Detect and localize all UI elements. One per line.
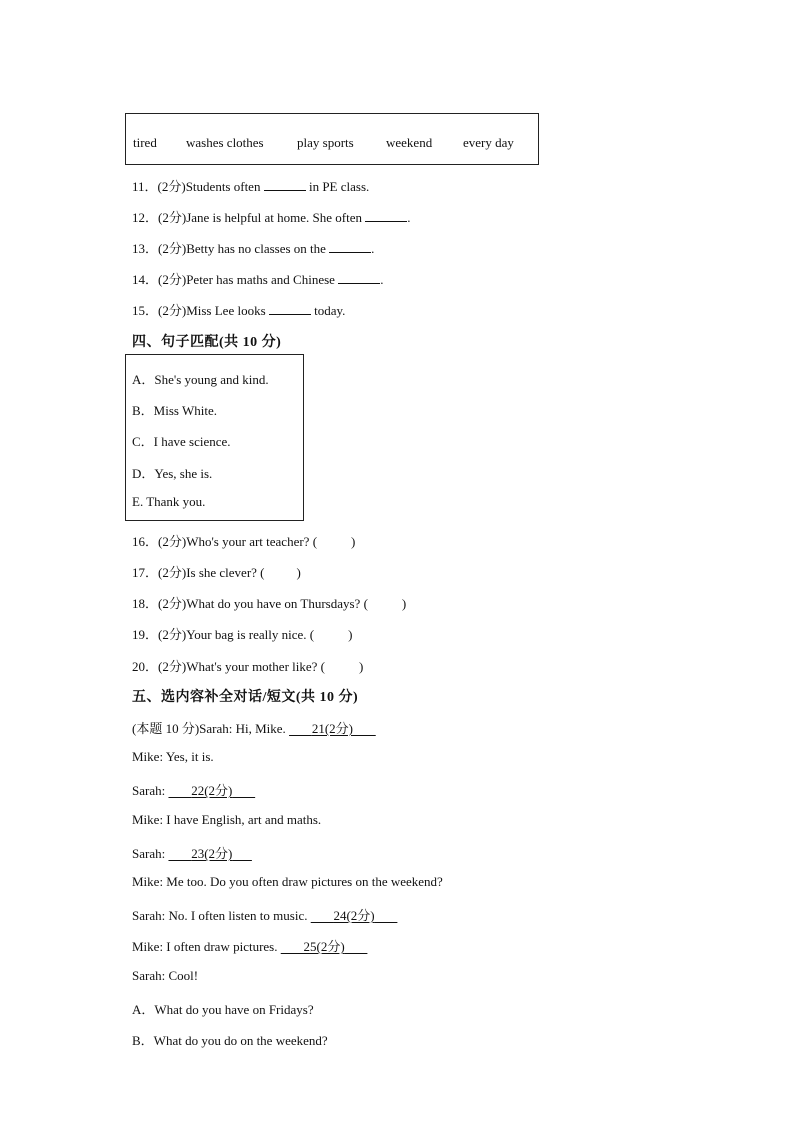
dialogue-line: Mike: Yes, it is. <box>132 749 214 764</box>
answer-blank[interactable] <box>269 302 311 315</box>
match-options-box <box>125 354 304 521</box>
word-bank-box <box>125 113 539 165</box>
answer-blank[interactable] <box>264 178 306 191</box>
dialogue-option: B．What do you do on the weekend? <box>132 1033 328 1048</box>
question-13: 13．(2分)Betty has no classes on the . <box>132 241 375 256</box>
word-bank-item: play sports <box>297 135 354 150</box>
answer-blank[interactable] <box>365 209 407 222</box>
answer-blank[interactable] <box>338 271 380 284</box>
word-bank-item: washes clothes <box>186 135 264 150</box>
dialogue-blank-23[interactable]: 23(2分) <box>191 846 233 861</box>
dialogue-line: Sarah: Cool! <box>132 968 199 983</box>
match-option: E. Thank you. <box>132 494 206 509</box>
question-11: 11．(2分)Students often in PE class. <box>132 179 370 194</box>
dialogue-blank-25[interactable]: 25(2分) <box>303 939 345 954</box>
dialogue-blank-22[interactable]: 22(2分) <box>191 783 233 798</box>
dialogue-line: Sarah: No. I often listen to music. 24(2分) <box>132 905 397 924</box>
match-option: B．Miss White. <box>132 403 217 418</box>
answer-blank[interactable] <box>329 240 371 253</box>
dialogue-line: Mike: Me too. Do you often draw pictures on the weekend? <box>132 874 443 889</box>
dialogue-line: Mike: I often draw pictures. 25(2分) <box>132 936 367 955</box>
match-option: C．I have science. <box>132 434 231 449</box>
dialogue-option: A．What do you have on Fridays? <box>132 1002 314 1017</box>
section-5-title: 五、选内容补全对话/短文(共 10 分) <box>132 690 359 705</box>
word-bank-item: tired <box>133 135 157 150</box>
dialogue-line: Mike: I have English, art and maths. <box>132 812 322 827</box>
question-15: 15．(2分)Miss Lee looks today. <box>132 303 346 318</box>
question-12: 12．(2分)Jane is helpful at home. She often . <box>132 210 411 225</box>
dialogue-blank-24[interactable]: 24(2分) <box>333 908 375 923</box>
word-bank-item: every day <box>463 135 514 150</box>
word-bank-item: weekend <box>386 135 433 150</box>
dialogue-line: (本题 10 分)Sarah: Hi, Mike. 21(2分) <box>132 718 376 737</box>
question-16: 16．(2分)Who's your art teacher? ( ) <box>132 534 356 549</box>
match-option: A．She's young and kind. <box>132 372 269 387</box>
section-4-title: 四、句子匹配(共 10 分) <box>132 335 282 350</box>
question-17: 17．(2分)Is she clever? ( ) <box>132 565 301 580</box>
match-option: D．Yes, she is. <box>132 466 213 481</box>
dialogue-line: Sarah: 23(2分) <box>132 843 252 862</box>
dialogue-blank-21[interactable]: 21(2分) <box>311 721 353 736</box>
dialogue-line: Sarah: 22(2分) <box>132 780 255 799</box>
question-18: 18．(2分)What do you have on Thursdays? ( ) <box>132 596 407 611</box>
question-14: 14．(2分)Peter has maths and Chinese . <box>132 272 384 287</box>
question-19: 19．(2分)Your bag is really nice. ( ) <box>132 627 353 642</box>
question-20: 20．(2分)What's your mother like? ( ) <box>132 659 364 674</box>
